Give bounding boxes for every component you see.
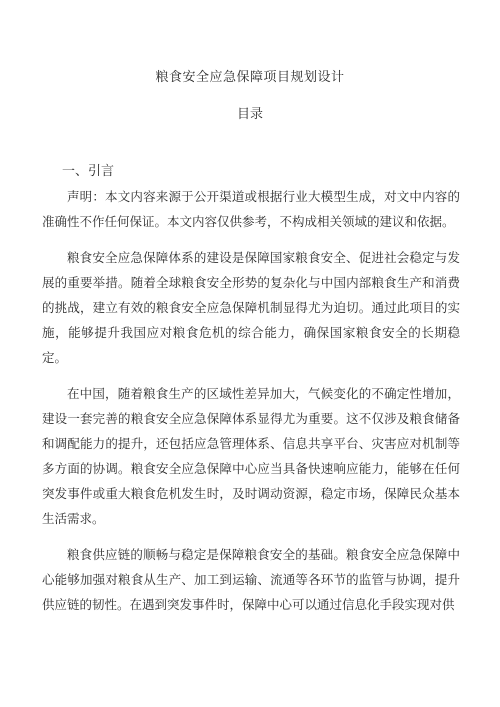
section-heading-introduction: 一、引言 [62, 164, 115, 179]
table-of-contents-heading: 目录 [236, 107, 263, 122]
paragraph: 粮食安全应急保障体系的建设是保障国家粮食安全、促进社会稳定与发展的重要举措。随着全球粮食安全形势的复杂化与中国内部粮食生产和消费的挑战，建立有效的粮食安全应急保障机制显得尤为迫切。通过此项目的实施，能够提升我国应对粮食危机的综合能力，确保国家粮食安全的长期稳定。 [42, 250, 460, 365]
paragraph: 在中国，随着粮食生产的区域性差异加大，气候变化的不确定性增加，建设一套完善的粮食安全应急保障体系显得尤为重要。这不仅涉及粮食储备和调配能力的提升，还包括应急管理体系、信息共享平台、灾害应对机制等多方面的协调。粮食安全应急保障中心应当具备快速响应能力，能够在任何突发事件或重大粮食危机发生时，及时调动资源，稳定市场，保障民众基本生活需求。 [42, 386, 460, 526]
paragraph-disclaimer: 声明：本文内容来源于公开渠道或根据行业大模型生成，对文中内容的准确性不作任何保证。本文内容仅供参考，不构成相关领域的建议和依据。 [42, 189, 460, 229]
document-body [42, 184, 460, 628]
document-title: 粮食安全应急保障项目规划设计 [155, 70, 345, 85]
paragraph: 粮食供应链的顺畅与稳定是保障粮食安全的基础。粮食安全应急保障中心能够加强对粮食从生产、加工到运输、流通等各环节的监管与协调，提升供应链的韧性。在遇到突发事件时，保障中心可以通过信息化手段实现对供 [42, 547, 460, 612]
